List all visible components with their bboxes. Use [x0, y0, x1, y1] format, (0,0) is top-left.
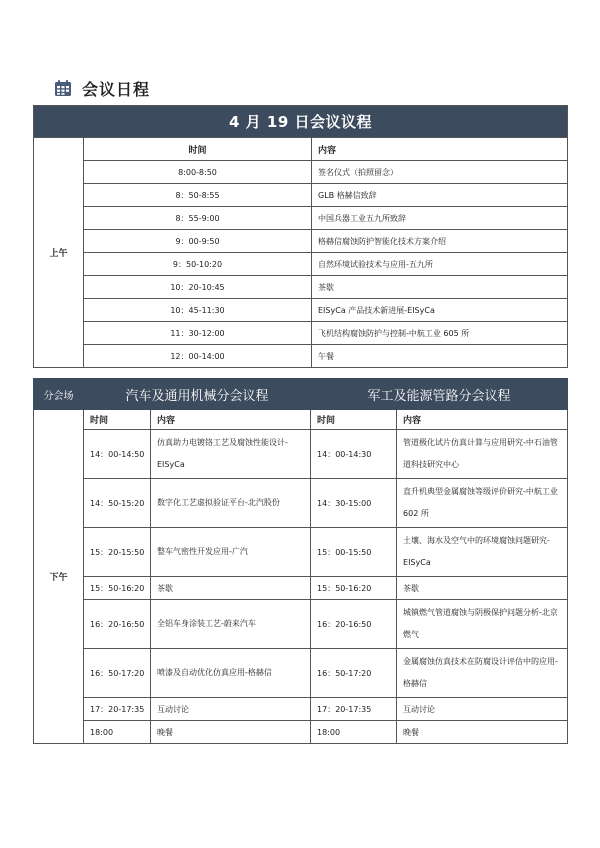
table-row [34, 276, 568, 299]
row-time: 9：00-9:50 [84, 230, 312, 253]
left-col-time: 时间 [84, 410, 151, 430]
row-content: GLB 格赫信致辞 [312, 184, 568, 207]
right-content: 管道极化试片仿真计算与应用研究-中石油管道科技研究中心 [397, 430, 568, 479]
row-time: 12：00-14:00 [84, 345, 312, 368]
section-heading [54, 77, 150, 99]
left-time: 18:00 [84, 721, 151, 744]
left-content: 整车气密性开发应用-广汽 [151, 528, 311, 577]
row-content: 午餐 [312, 345, 568, 368]
morning-banner-row [34, 106, 568, 138]
table-row [34, 184, 568, 207]
morning-banner: 4 月 19 日会议议程 [34, 106, 568, 138]
row-content: EISyCa 产品技术新进展-EISyCa [312, 299, 568, 322]
table-row [34, 577, 568, 600]
table-row [34, 698, 568, 721]
left-time: 15：20-15:50 [84, 528, 151, 577]
right-content: 直升机典型金属腐蚀等级评价研究-中航工业 602 所 [397, 479, 568, 528]
right-session-title: 军工及能源管路分会议程 [311, 379, 568, 410]
right-time: 15：00-15:50 [311, 528, 397, 577]
morning-schedule-table [33, 105, 568, 368]
right-time: 18:00 [311, 721, 397, 744]
left-content: 数字化工艺虚拟验证平台-北汽股份 [151, 479, 311, 528]
table-row [34, 345, 568, 368]
left-content: 互动讨论 [151, 698, 311, 721]
table-row [34, 430, 568, 479]
table-row [34, 161, 568, 184]
row-content: 自然环境试验技术与应用-五九所 [312, 253, 568, 276]
morning-header-row [34, 138, 568, 161]
table-row [34, 479, 568, 528]
row-time: 9：50-10:20 [84, 253, 312, 276]
right-time: 15：50-16:20 [311, 577, 397, 600]
right-content: 城镇燃气管道腐蚀与阴极保护问题分析-北京燃气 [397, 600, 568, 649]
row-time: 11：30-12:00 [84, 322, 312, 345]
left-col-content: 内容 [151, 410, 311, 430]
afternoon-schedule-table [33, 378, 568, 744]
right-time: 16：20-16:50 [311, 600, 397, 649]
table-row [34, 600, 568, 649]
row-time: 10：45-11:30 [84, 299, 312, 322]
left-content: 晚餐 [151, 721, 311, 744]
table-row [34, 299, 568, 322]
table-row [34, 649, 568, 698]
right-col-time: 时间 [311, 410, 397, 430]
row-content: 中国兵器工业五九所致辞 [312, 207, 568, 230]
row-time: 8：50-8:55 [84, 184, 312, 207]
table-row [34, 230, 568, 253]
left-time: 16：20-16:50 [84, 600, 151, 649]
left-content: 仿真助力电镀铬工艺及腐蚀性能设计-EISyCa [151, 430, 311, 479]
left-time: 17：20-17:35 [84, 698, 151, 721]
right-content: 茶歇 [397, 577, 568, 600]
row-content: 格赫信腐蚀防护智能化技术方案介绍 [312, 230, 568, 253]
right-content: 互动讨论 [397, 698, 568, 721]
right-col-content: 内容 [397, 410, 568, 430]
right-time: 14：30-15:00 [311, 479, 397, 528]
left-content: 茶歇 [151, 577, 311, 600]
table-row [34, 207, 568, 230]
row-time: 8：55-9:00 [84, 207, 312, 230]
left-content: 全铝车身涂装工艺-蔚来汽车 [151, 600, 311, 649]
page-title: 会议日程 [82, 79, 151, 99]
right-content: 晚餐 [397, 721, 568, 744]
right-content: 土壤、海水及空气中的环境腐蚀问题研究-EISyCa [397, 528, 568, 577]
left-time: 16：50-17:20 [84, 649, 151, 698]
table-row [34, 528, 568, 577]
afternoon-header-row [34, 410, 568, 430]
morning-session-label: 上午 [34, 138, 84, 368]
left-time: 14：00-14:50 [84, 430, 151, 479]
afternoon-session-label: 下午 [34, 410, 84, 744]
left-content: 喷漆及自动优化仿真应用-格赫信 [151, 649, 311, 698]
afternoon-banner-row [34, 379, 568, 410]
row-content: 茶歇 [312, 276, 568, 299]
row-content: 签名仪式（拍照留念） [312, 161, 568, 184]
left-time: 15：50-16:20 [84, 577, 151, 600]
row-time: 8:00-8:50 [84, 161, 312, 184]
table-row [34, 721, 568, 744]
right-time: 16：50-17:20 [311, 649, 397, 698]
left-session-title: 汽车及通用机械分会议程 [84, 379, 311, 410]
table-row [34, 253, 568, 276]
calendar-icon [54, 79, 72, 97]
venue-label: 分会场 [34, 379, 84, 410]
right-time: 14：00-14:30 [311, 430, 397, 479]
left-time: 14：50-15:20 [84, 479, 151, 528]
table-row [34, 322, 568, 345]
right-content: 金属腐蚀仿真技术在防腐设计评估中的应用-格赫信 [397, 649, 568, 698]
morning-col-time: 时间 [84, 138, 312, 161]
row-time: 10：20-10:45 [84, 276, 312, 299]
morning-col-content: 内容 [312, 138, 568, 161]
row-content: 飞机结构腐蚀防护与控制-中航工业 605 所 [312, 322, 568, 345]
right-time: 17：20-17:35 [311, 698, 397, 721]
